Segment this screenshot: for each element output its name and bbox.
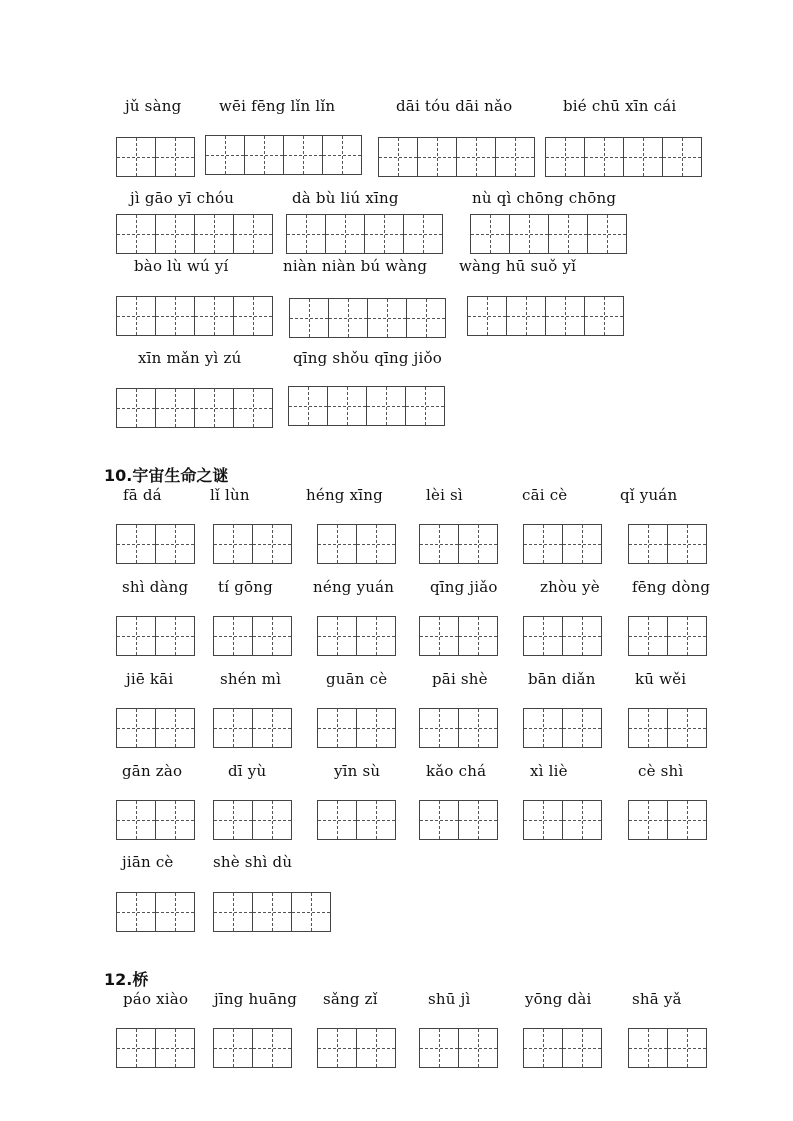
pinyin-label: cè shì	[638, 762, 684, 780]
writing-grid[interactable]	[116, 388, 273, 428]
pinyin-label: jiē kāi	[126, 670, 174, 688]
writing-grid[interactable]	[378, 137, 535, 177]
pinyin-label: qīng jiǎo	[430, 578, 498, 596]
writing-grid[interactable]	[523, 616, 602, 656]
pinyin-label: xì liè	[530, 762, 568, 780]
writing-grid[interactable]	[628, 1028, 707, 1068]
writing-grid[interactable]	[419, 616, 498, 656]
writing-grid[interactable]	[213, 616, 292, 656]
writing-grid[interactable]	[213, 524, 292, 564]
writing-grid[interactable]	[116, 214, 273, 254]
writing-grid[interactable]	[545, 137, 702, 177]
writing-grid[interactable]	[470, 214, 627, 254]
pinyin-label: xīn mǎn yì zú	[138, 349, 242, 367]
pinyin-label: qīng shǒu qīng jiǒo	[293, 349, 442, 367]
writing-grid[interactable]	[116, 524, 195, 564]
writing-grid[interactable]	[467, 296, 624, 336]
writing-grid[interactable]	[419, 1028, 498, 1068]
writing-grid[interactable]	[628, 800, 707, 840]
writing-grid[interactable]	[523, 800, 602, 840]
pinyin-label: qǐ yuán	[620, 486, 678, 504]
writing-grid[interactable]	[628, 616, 707, 656]
pinyin-label: shén mì	[220, 670, 282, 688]
writing-grid[interactable]	[288, 386, 445, 426]
pinyin-label: yōng dài	[525, 990, 592, 1008]
pinyin-label: jiān cè	[122, 853, 174, 871]
pinyin-label: niàn niàn bú wàng	[283, 257, 428, 275]
writing-grid[interactable]	[628, 524, 707, 564]
section-title: 12.桥	[104, 970, 149, 989]
pinyin-label: dī yù	[228, 762, 267, 780]
pinyin-label: kǎo chá	[426, 762, 487, 780]
pinyin-label: sǎng zǐ	[323, 990, 378, 1008]
pinyin-label: dāi tóu dāi nǎo	[396, 97, 513, 115]
writing-grid[interactable]	[116, 892, 195, 932]
writing-grid[interactable]	[116, 296, 273, 336]
writing-grid[interactable]	[213, 892, 331, 932]
pinyin-label: yīn sù	[334, 762, 381, 780]
pinyin-label: bào lù wú yí	[134, 257, 229, 275]
writing-grid[interactable]	[317, 616, 396, 656]
section-title: 10.宇宙生命之谜	[104, 466, 229, 485]
writing-grid[interactable]	[213, 708, 292, 748]
pinyin-label: héng xīng	[306, 486, 383, 504]
writing-grid[interactable]	[317, 708, 396, 748]
pinyin-label: shì dàng	[122, 578, 189, 596]
pinyin-label: tí gōng	[218, 578, 273, 596]
pinyin-label: jì gāo yī chóu	[130, 189, 235, 207]
pinyin-label: pāi shè	[432, 670, 488, 688]
pinyin-label: shè shì dù	[213, 853, 293, 871]
pinyin-label: lèi sì	[426, 486, 463, 504]
writing-grid[interactable]	[205, 135, 362, 175]
pinyin-label: zhòu yè	[540, 578, 600, 596]
writing-grid[interactable]	[213, 800, 292, 840]
pinyin-label: lǐ lùn	[210, 486, 250, 504]
pinyin-label: jīng huāng	[214, 990, 298, 1008]
writing-grid[interactable]	[523, 1028, 602, 1068]
pinyin-label: fēng dòng	[632, 578, 711, 596]
writing-grid[interactable]	[419, 524, 498, 564]
writing-grid[interactable]	[523, 524, 602, 564]
writing-grid[interactable]	[317, 524, 396, 564]
pinyin-label: kū wěi	[635, 670, 687, 688]
writing-grid[interactable]	[286, 214, 443, 254]
pinyin-label: gān zào	[122, 762, 183, 780]
pinyin-label: guān cè	[326, 670, 388, 688]
pinyin-label: cāi cè	[522, 486, 568, 504]
pinyin-label: bān diǎn	[528, 670, 596, 688]
writing-grid[interactable]	[116, 800, 195, 840]
writing-grid[interactable]	[523, 708, 602, 748]
writing-grid[interactable]	[116, 616, 195, 656]
pinyin-label: shā yǎ	[632, 990, 682, 1008]
writing-grid[interactable]	[289, 298, 446, 338]
writing-grid[interactable]	[419, 708, 498, 748]
pinyin-label: shū jì	[428, 990, 471, 1008]
writing-grid[interactable]	[419, 800, 498, 840]
pinyin-label: wàng hū suǒ yǐ	[459, 257, 577, 275]
writing-grid[interactable]	[628, 708, 707, 748]
writing-grid[interactable]	[317, 1028, 396, 1068]
pinyin-label: nù qì chōng chōng	[472, 189, 617, 207]
pinyin-label: dà bù liú xīng	[292, 189, 399, 207]
writing-grid[interactable]	[116, 1028, 195, 1068]
writing-grid[interactable]	[116, 708, 195, 748]
writing-grid[interactable]	[213, 1028, 292, 1068]
pinyin-label: néng yuán	[313, 578, 395, 596]
pinyin-label: wēi fēng lǐn lǐn	[219, 97, 336, 115]
writing-grid[interactable]	[317, 800, 396, 840]
pinyin-label: bié chū xīn cái	[563, 97, 677, 115]
pinyin-label: páo xiào	[123, 990, 189, 1008]
writing-grid[interactable]	[116, 137, 195, 177]
pinyin-label: jǔ sàng	[125, 97, 182, 115]
pinyin-label: fā dá	[123, 486, 162, 504]
